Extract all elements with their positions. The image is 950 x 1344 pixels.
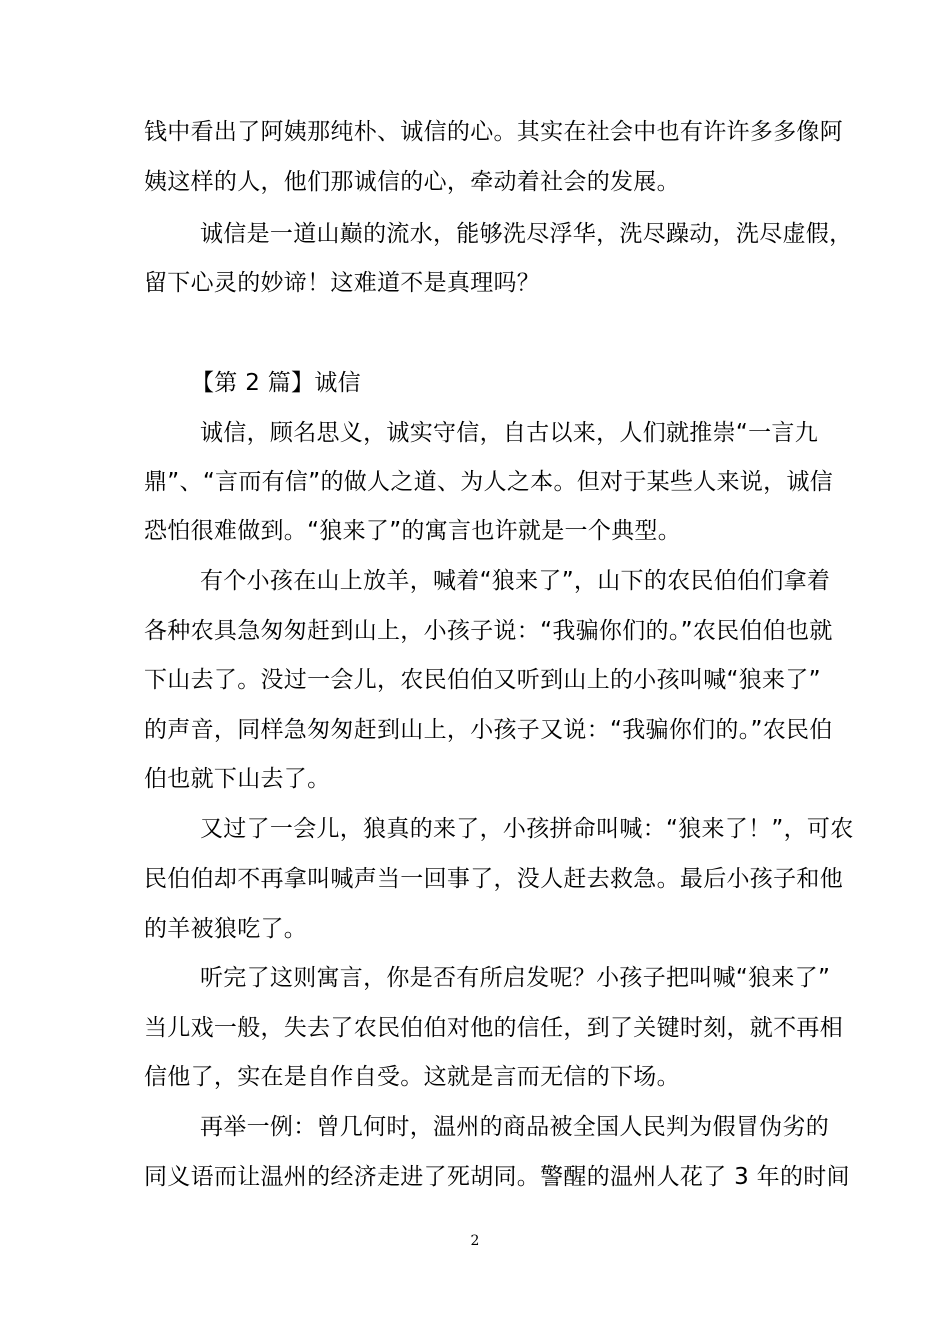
section-heading: 【第 2 篇】诚信	[191, 370, 361, 396]
page-number: 2	[470, 1233, 480, 1249]
text-line: 同义语而让温州的经济走进了死胡同。警醒的温州人花了 3 年的时间	[144, 1164, 850, 1190]
text-line: 伯也就下山去了。	[144, 766, 331, 792]
text-line: 有个小孩在山上放羊，喊着“狼来了”，山下的农民伯伯们拿着	[200, 568, 831, 594]
text-line: 各种农具急匆匆赶到山上，小孩子说：“我骗你们的。”农民伯伯也就	[144, 618, 833, 644]
text-line: 信他了，实在是自作自受。这就是言而无信的下场。	[144, 1064, 680, 1090]
text-line: 姨这样的人，他们那诚信的心，牵动着社会的发展。	[144, 169, 680, 195]
text-line: 民伯伯却不再拿叫喊声当一回事了，没人赶去救急。最后小孩子和他	[144, 866, 843, 892]
text-line: 留下心灵的妙谛！这难道不是真理吗？	[144, 270, 541, 296]
text-line: 恐怕很难做到。“狼来了”的寓言也许就是一个典型。	[144, 518, 682, 544]
text-line: 的羊被狼吃了。	[144, 916, 308, 942]
text-line: 再举一例：曾几何时，温州的商品被全国人民判为假冒伪劣的	[200, 1114, 830, 1140]
text-line: 钱中看出了阿姨那纯朴、诚信的心。其实在社会中也有许许多多像阿	[144, 119, 843, 145]
text-line: 又过了一会儿，狼真的来了，小孩拼命叫喊：“狼来了！”，可农	[200, 816, 854, 842]
text-line: 诚信，顾名思义，诚实守信，自古以来，人们就推崇“一言九	[200, 420, 819, 446]
text-line: 的声音，同样急匆匆赶到山上，小孩子又说：“我骗你们的。”农民伯	[144, 717, 833, 743]
text-line: 下山去了。没过一会儿，农民伯伯又听到山上的小孩叫喊“狼来了”	[144, 667, 821, 693]
text-line: 诚信是一道山巅的流水，能够洗尽浮华，洗尽躁动，洗尽虚假，	[200, 221, 853, 247]
text-line: 鼎”、“言而有信”的做人之道、为人之本。但对于某些人来说，诚信	[144, 469, 834, 495]
text-line: 当儿戏一般，失去了农民伯伯对他的信任，到了关键时刻，就不再相	[144, 1015, 843, 1041]
text-line: 听完了这则寓言，你是否有所启发呢？小孩子把叫喊“狼来了”	[200, 965, 831, 991]
